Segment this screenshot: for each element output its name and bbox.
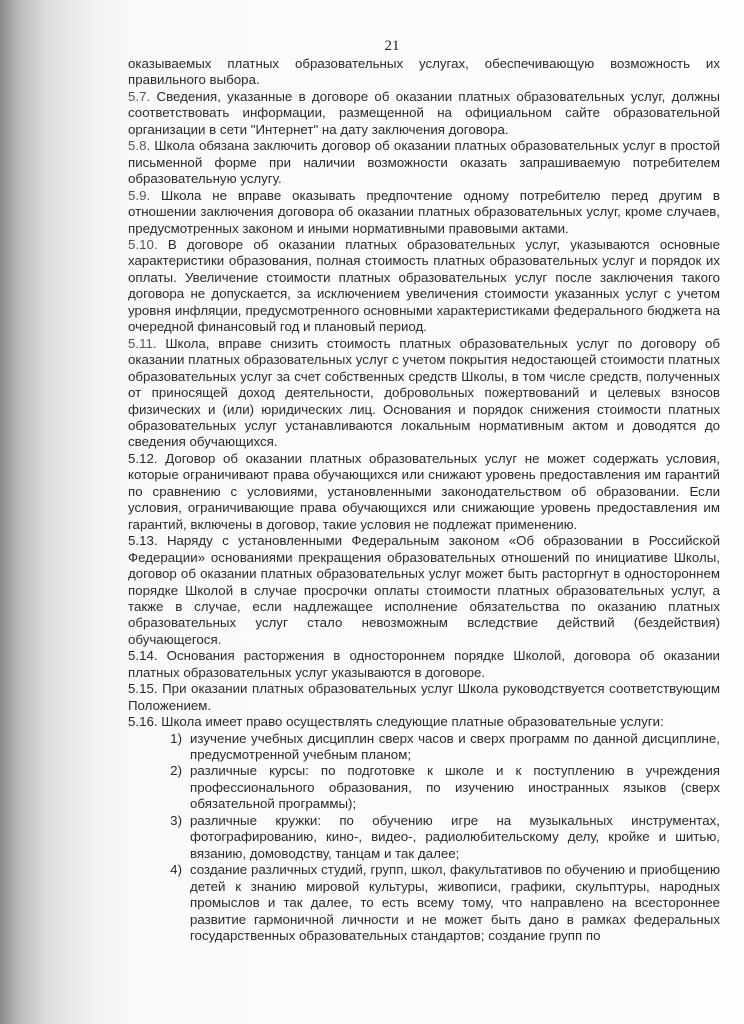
- paragraph-text: Школа обязана заключить договор об оказании платных образовательных услуг в простой письменной форме при наличии возможности оказать запрашиваемую потребителем образовательную услугу.: [128, 138, 720, 187]
- list-item: [128, 731, 720, 764]
- list-item-text: изучение учебных дисциплин сверх часов и сверх программ по данной дисциплине, предусмотренной учебным планом;: [190, 730, 720, 763]
- paragraph-text: Школа, вправе снизить стоимость платных образовательных услуг по договору об оказании платных образовательных услуг с учетом покрытия недостающей стоимости платных образовательных услуг за счет собственных средств Школы, в том числе средств, полученных от приносящей доход деятельности, добровольных пожертвований и целевых взносов физических и (или) юридических лиц. Основания и порядок снижения стоимости платных образовательных услуг устанавливаются локальным нормативным актом и доводятся до сведения обучающихся.: [128, 335, 720, 450]
- paragraph-number: 5.15.: [128, 681, 158, 697]
- paragraph-text: Школа имеет право осуществлять следующие платные образовательные услуги:: [161, 714, 664, 730]
- paragraph-5-8: [128, 138, 720, 187]
- paragraph-5-14: [128, 648, 720, 681]
- paragraph-number: 5.12.: [128, 450, 158, 466]
- paragraph-text: Школа не вправе оказывать предпочтение одному потребителю перед другим в отношении заключения договора об оказании платных образовательных услуг, кроме случаев, предусмотренных законом и иными нормативными правовыми актами.: [128, 187, 720, 236]
- paragraph-text: оказываемых платных образовательных услугах, обеспечивающую возможность их правильного выбора.: [128, 56, 720, 88]
- paragraph-5-11: [128, 336, 720, 451]
- list-item-number: 2): [170, 763, 182, 779]
- paragraph-5-10: [128, 237, 720, 336]
- paragraph-5-9: [128, 188, 720, 237]
- paragraph-number: 5.10.: [128, 236, 158, 252]
- paragraph-5-12: [128, 451, 720, 533]
- list-item-text: различные кружки: по обучению игре на музыкальных инструментах, фотографированию, кино-, видео-, радиолюбительскому делу, кройке и шитью, вязанию, домоводству, танцам и так далее;: [190, 812, 720, 861]
- services-list: [128, 731, 720, 945]
- list-item-text: различные курсы: по подготовке к школе и к поступлению в учреждения профессионального образования, по изучению иностранных языков (сверх обязательной программы);: [190, 763, 720, 812]
- list-item: [128, 813, 720, 862]
- document-body: [128, 56, 720, 944]
- paragraph-5-7: [128, 89, 720, 138]
- list-item: [128, 763, 720, 812]
- paragraph-text: Договор об оказании платных образовательных услуг не может содержать условия, которые ограничивают права обучающихся или снижают уровень предоставления им гарантий по сравнению с условиями, установленными законодательством об образовании. Если условия, ограничивающие права обучающихся или снижающие уровень предоставления им гарантий, включены в договор, такие условия не подлежат применению.: [128, 450, 720, 532]
- paragraph-5-15: [128, 681, 720, 714]
- paragraph-text: Сведения, указанные в договоре об оказании платных образовательных услуг, должны соответствовать информации, размещенной на официальном сайте образовательной организации в сети "Интернет" на дату заключения договора.: [128, 88, 720, 137]
- paragraph-text: В договоре об оказании платных образовательных услуг, указываются основные характеристики образования, полная стоимость платных образовательных услуг и порядок их оплаты. Увеличение стоимости платных образовательных услуг после заключения такого договора не допускается, за исключением увеличения стоимости указанных услуг с учетом уровня инфляции, предусмотренного основными характеристиками федерального бюджета на очередной финансовый год и плановый период.: [128, 236, 720, 335]
- list-item-number: 1): [170, 730, 182, 746]
- paragraph-number: 5.14.: [128, 648, 158, 664]
- list-item-number: 3): [170, 812, 182, 828]
- paragraph-number: 5.9.: [128, 187, 151, 203]
- paragraph-continuation: [128, 56, 720, 89]
- paragraph-text: Основания расторжения в одностороннем порядке Школой, договора об оказании платных образовательных услуг указываются в договоре.: [128, 648, 720, 680]
- list-item-number: 4): [170, 862, 182, 878]
- paragraph-number: 5.7.: [128, 88, 151, 104]
- paragraph-5-13: [128, 533, 720, 648]
- paragraph-5-16: [128, 714, 720, 730]
- paragraph-number: 5.13.: [128, 533, 158, 549]
- list-item: [128, 862, 720, 944]
- paragraph-number: 5.8.: [128, 138, 151, 154]
- paragraph-text: Наряду с установленными Федеральным законом «Об образовании в Российской Федерации» основаниями прекращения образовательных отношений по инициативе Школы, договор об оказании платных образовательных услуг может быть расторгнут в одностороннем порядке Школой в случае просрочки оплаты стоимости платных образовательных услуг, а также в случае, если надлежащее исполнение обязательства по оказанию платных образовательных услуг стало невозможным вследствие действий (бездействия) обучающегося.: [128, 533, 720, 647]
- page-number: 21: [384, 38, 400, 54]
- paragraph-number: 5.16.: [128, 714, 158, 730]
- paragraph-number: 5.11.: [128, 335, 157, 351]
- paragraph-text: При оказании платных образовательных услуг Школа руководствуется соответствующим Положением.: [128, 681, 720, 713]
- list-item-text: создание различных студий, групп, школ, факультативов по обучению и приобщению детей к знанию мировой культуры, живописи, графики, скульптуры, народных промыслов и так далее, то есть всему тому, что направлено на всестороннее развитие гармоничной личности и не может быть дано в рамках федеральных государственных образовательных стандартов; создание групп по: [190, 862, 720, 944]
